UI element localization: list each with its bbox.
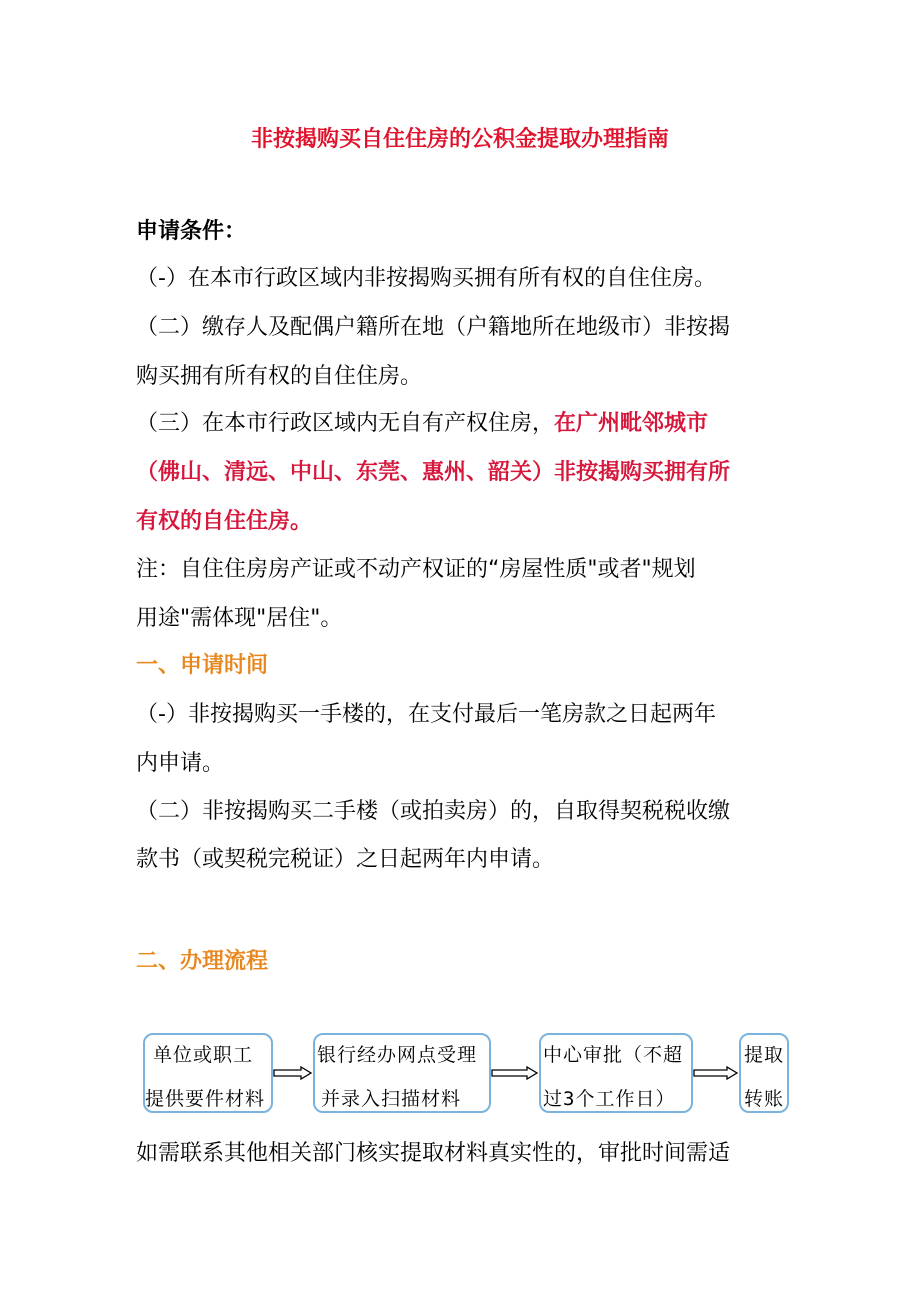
- section-2-heading: 二、办理流程: [136, 949, 269, 974]
- condition-3-line-1: [136, 408, 708, 440]
- condition-3-highlight-3: 有权的自住住房。: [136, 509, 313, 534]
- flow-step-1-line-2: 提供要件材料: [145, 1088, 266, 1110]
- time-2-line-2: 款书（或契税完税证）之日起两年内申请。: [136, 847, 555, 872]
- flow-step-4-line-1: 提取: [744, 1044, 785, 1066]
- condition-2-line-2: 购买拥有所有权的自住住房。: [136, 364, 423, 389]
- section-1-heading: 一、申请时间: [136, 653, 269, 678]
- time-1-line-2: 内申请。: [136, 751, 225, 776]
- flow-arrow-3: [693, 1066, 739, 1080]
- document-title: 非按揭购买自住住房的公积金提取办理指南: [250, 127, 669, 152]
- flow-step-2-line-1: 银行经办网点受理: [317, 1044, 478, 1066]
- condition-3-highlight-1: 在广州毗邻城市: [554, 411, 709, 436]
- flow-step-4-line-2: 转账: [744, 1088, 785, 1110]
- flow-step-1-line-1: 单位或职工: [153, 1044, 254, 1066]
- flow-step-4: [739, 1033, 789, 1113]
- condition-2-line-1: （二）缴存人及配偶户籍所在地（户籍地所在地级市）非按揭: [136, 315, 731, 340]
- condition-3-prefix: （三）在本市行政区域内无自有产权住房，: [136, 411, 555, 436]
- time-2-line-1: （二）非按揭购买二手楼（或拍卖房）的，自取得契税税收缴: [136, 799, 731, 824]
- process-flowchart: [143, 1033, 789, 1117]
- time-1-line-1: （-）非按揭购买一手楼的，在支付最后一笔房款之日起两年: [136, 702, 716, 727]
- flow-step-3: [539, 1033, 693, 1113]
- flow-step-3-line-2: 过3个工作日）: [543, 1088, 676, 1110]
- conditions-heading: 申请条件：: [136, 219, 247, 244]
- flow-arrow-1: [273, 1066, 313, 1080]
- condition-1: （-）在本市行政区域内非按揭购买拥有所有权的自住住房。: [136, 266, 716, 291]
- condition-3-highlight-2: （佛山、清远、中山、东莞、惠州、韶关）非按揭购买拥有所: [136, 460, 731, 485]
- flow-step-3-line-1: 中心审批（不超: [543, 1044, 684, 1066]
- footer-text-line: 如需联系其他相关部门核实提取材料真实性的，审批时间需适: [136, 1141, 731, 1166]
- flow-step-1: [143, 1033, 273, 1113]
- flow-step-2: [313, 1033, 491, 1113]
- flow-arrow-2: [491, 1066, 539, 1080]
- flow-step-2-line-2: 并录入扫描材料: [321, 1088, 462, 1110]
- note-line-1: 注：自住住房房产证或不动产权证的“房屋性质"或者"规划: [136, 557, 696, 582]
- note-line-2: 用途"需体现"居住"。: [136, 606, 343, 631]
